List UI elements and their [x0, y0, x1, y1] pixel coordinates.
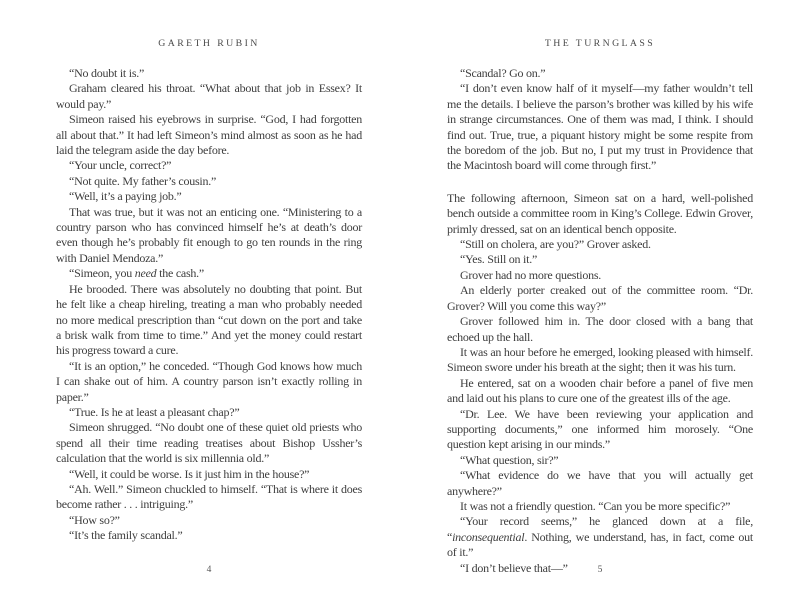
paragraph: “Yes. Still on it.”: [460, 252, 538, 267]
paragraph: “Dr. Lee. We have been reviewing your application and supporting documents,” one informed him morosely. “One question kept arising in our minds.”: [447, 406, 753, 452]
text-block-left: [56, 66, 362, 544]
paragraph: Simeon shrugged. “No doubt one of these quiet old priests who spend all their time reading treatises about Bishop Ussher’s calculation that the world is six millennia old.”: [56, 420, 362, 466]
paragraph: “Well, it’s a paying job.”: [69, 189, 182, 204]
paragraph: “Scandal? Go on.”: [460, 66, 546, 80]
running-head-title: THE TURNGLASS: [544, 38, 656, 49]
paragraph: “Your record seems,” he glanced down at a file, “inconsequential. Nothing, we understand, has, in fact, come out of it.”: [447, 514, 753, 560]
paragraph: “What question, sir?”: [460, 452, 559, 467]
paragraph: It was not a friendly question. “Can you be more specific?”: [460, 498, 731, 513]
paragraph: “What evidence do we have that you will actually get anywhere?”: [447, 468, 753, 498]
paragraph: Grover followed him in. The door closed with a bang that echoed up the hall.: [447, 314, 753, 344]
paragraph: “Still on cholera, are you?” Grover asked.: [460, 237, 651, 252]
paragraph: “Ah. Well.” Simeon chuckled to himself. “That is where it does become rather . . . intriguing.”: [56, 481, 362, 512]
paragraph: Simeon raised his eyebrows in surprise. “God, I had forgotten all about that.” It had left Simeon’s mind almost as soon as he had laid the telegram aside the day before.: [56, 112, 362, 158]
paragraph: “No doubt it is.”: [69, 66, 145, 80]
paragraph: “Not quite. My father’s cousin.”: [69, 173, 217, 188]
paragraph: “Well, it could be worse. Is it just him in the house?”: [69, 466, 310, 481]
paragraph: “True. Is he at least a pleasant chap?”: [69, 404, 240, 419]
paragraph: “How so?”: [69, 512, 120, 527]
page-number-left: 4: [206, 565, 212, 575]
paragraph: Graham cleared his throat. “What about that job in Essex? It would pay.”: [56, 81, 362, 111]
paragraph: “Simeon, you need the cash.”: [69, 266, 204, 281]
paragraph: “It’s the family scandal.”: [69, 528, 183, 543]
paragraph: The following afternoon, Simeon sat on a hard, well-polished bench outside a committee room in King’s College. Edwin Grover, primly dressed, sat on an identical bench opposite.: [447, 190, 753, 236]
paragraph: “I don’t believe that—”: [460, 560, 568, 575]
paragraph: “It is an option,” he conceded. “Though God knows how much I can shake out of him. A country parson isn’t exactly rolling in paper.”: [56, 358, 362, 404]
running-head-author: GARETH RUBIN: [158, 38, 260, 49]
page-number-right: 5: [597, 565, 603, 575]
paragraph: “I don’t even know half of it myself—my father wouldn’t tell me the details. I believe the parson’s brother was killed by his wife in strange circumstances. One of them was mad, I think. I should find out. True, true, a piquant history might be some respite from the boredom of the job. But no, I put my trust in Providence that the Macintosh board will come through first.”: [447, 81, 753, 173]
paragraph: He brooded. There was absolutely no doubting that point. But he felt like a cheap hireling, treating a man who probably needed no more medical prescription than “cut down on the port and take a brisk walk from time to time.” And yet the money could restart his progress toward a cure.: [56, 281, 362, 358]
paragraph: “Your uncle, correct?”: [69, 158, 172, 173]
page-right: [405, 0, 810, 608]
paragraph: Grover had no more questions.: [460, 267, 602, 282]
paragraph: He entered, sat on a wooden chair before a panel of five men and laid out his plans to cure one of the greatest ills of the age.: [447, 375, 753, 406]
paragraph: That was true, but it was not an enticing one. “Ministering to a country parson who has convinced himself he’s at death’s door even though he’s probably fit enough to go ten rounds in the ring with Daniel Mendoza.”: [56, 204, 362, 265]
paragraph: An elderly porter creaked out of the committee room. “Dr. Grover? Will you come this way?”: [447, 283, 753, 313]
text-block-right: [447, 66, 753, 576]
paragraph: It was an hour before he emerged, looking pleased with himself. Simeon swore under his breath at the sight; then it was his turn.: [447, 344, 753, 375]
